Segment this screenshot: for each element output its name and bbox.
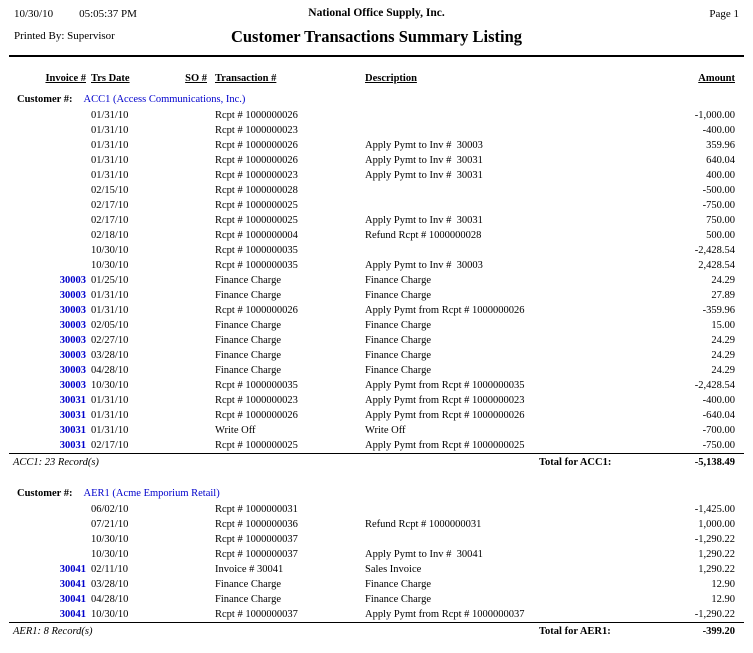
cell-date: 04/28/10 xyxy=(91,594,129,605)
cell-so xyxy=(181,592,213,607)
cell-description: Refund Rcpt # 1000000031 xyxy=(365,519,482,530)
cell-so xyxy=(181,183,213,198)
transaction-row xyxy=(9,258,744,273)
cell-so xyxy=(181,273,213,288)
transaction-row xyxy=(9,577,744,592)
transaction-row xyxy=(9,408,744,423)
cell-so xyxy=(181,517,213,532)
cell-transaction: Finance Charge xyxy=(215,290,281,301)
cell-date: 01/31/10 xyxy=(91,155,129,166)
transaction-row xyxy=(9,517,744,532)
cell-transaction: Rcpt # 1000000025 xyxy=(215,215,298,226)
cell-description: Finance Charge xyxy=(365,594,431,605)
cell-so xyxy=(181,562,213,577)
cell-transaction: Rcpt # 1000000026 xyxy=(215,410,298,421)
cell-invoice xyxy=(9,502,86,517)
cell-invoice-link[interactable]: 30031 xyxy=(59,410,86,421)
cell-date: 10/30/10 xyxy=(91,609,129,620)
cell-date: 03/28/10 xyxy=(91,350,129,361)
report-header-line1 xyxy=(9,6,744,22)
cell-description: Refund Rcpt # 1000000028 xyxy=(365,230,482,241)
cell-invoice-link[interactable]: 30003 xyxy=(59,380,86,391)
cell-date: 10/30/10 xyxy=(91,549,129,560)
cell-description xyxy=(363,108,539,123)
cell-date: 01/31/10 xyxy=(91,425,129,436)
cell-transaction: Rcpt # 1000000035 xyxy=(215,380,298,391)
cell-description xyxy=(363,183,539,198)
report-header-line2 xyxy=(9,22,744,52)
column-header-description xyxy=(363,71,539,89)
transaction-row xyxy=(9,168,744,183)
transaction-row xyxy=(9,607,744,623)
cell-amount: 12.90 xyxy=(711,594,735,605)
cell-transaction: Rcpt # 1000000037 xyxy=(215,549,298,560)
cell-so xyxy=(181,607,213,623)
cell-transaction: Finance Charge xyxy=(215,365,281,376)
cell-invoice xyxy=(9,213,86,228)
cell-so xyxy=(181,198,213,213)
cell-invoice-link[interactable]: 30003 xyxy=(59,320,86,331)
cell-transaction: Rcpt # 1000000026 xyxy=(215,155,298,166)
cell-description: Finance Charge xyxy=(365,275,431,286)
cell-date: 01/25/10 xyxy=(91,275,129,286)
transaction-row xyxy=(9,138,744,153)
cell-transaction: Rcpt # 1000000031 xyxy=(215,504,298,515)
column-header-transaction xyxy=(213,71,363,89)
cell-amount: -1,290.22 xyxy=(694,534,735,545)
spacer-cell xyxy=(9,471,744,483)
transaction-row xyxy=(9,318,744,333)
cell-date: 06/02/10 xyxy=(91,504,129,515)
cell-amount: 27.89 xyxy=(711,290,735,301)
customer-total-row xyxy=(9,623,744,641)
records-count: AER1: 8 Record(s) xyxy=(13,626,93,637)
column-so-label: SO # xyxy=(185,73,207,84)
cell-amount: -700.00 xyxy=(702,425,735,436)
cell-description: Finance Charge xyxy=(365,320,431,331)
cell-transaction: Rcpt # 1000000035 xyxy=(215,245,298,256)
print-time: 05:05:37 PM xyxy=(79,8,137,20)
customer-number-label: Customer #: xyxy=(17,488,73,499)
column-invoice-label: Invoice # xyxy=(45,73,86,84)
column-header-row xyxy=(9,71,744,89)
cell-date: 01/31/10 xyxy=(91,305,129,316)
total-amount: -399.20 xyxy=(702,626,735,637)
cell-invoice xyxy=(9,123,86,138)
transaction-row xyxy=(9,153,744,168)
cell-description xyxy=(363,198,539,213)
transaction-row xyxy=(9,438,744,454)
transaction-row xyxy=(9,213,744,228)
cell-amount: 24.29 xyxy=(711,365,735,376)
cell-transaction: Write Off xyxy=(215,425,256,436)
cell-so xyxy=(181,363,213,378)
cell-date: 10/30/10 xyxy=(91,245,129,256)
cell-amount: -2,428.54 xyxy=(694,380,735,391)
cell-transaction: Rcpt # 1000000028 xyxy=(215,185,298,196)
transaction-row xyxy=(9,273,744,288)
cell-transaction: Invoice # 30041 xyxy=(215,564,284,575)
total-for-label: Total for AER1: xyxy=(539,626,611,637)
cell-description: Apply Pymt from Rcpt # 1000000023 xyxy=(365,395,525,406)
cell-so xyxy=(181,288,213,303)
transaction-row xyxy=(9,562,744,577)
cell-transaction: Finance Charge xyxy=(215,579,281,590)
customer-group-header xyxy=(9,483,744,502)
transaction-row xyxy=(9,393,744,408)
cell-so xyxy=(181,138,213,153)
cell-transaction: Rcpt # 1000000023 xyxy=(215,395,298,406)
cell-so xyxy=(181,303,213,318)
page-number: Page 1 xyxy=(709,8,739,20)
cell-transaction: Rcpt # 1000000004 xyxy=(215,230,298,241)
cell-date: 02/11/10 xyxy=(91,564,128,575)
cell-so xyxy=(181,168,213,183)
cell-so xyxy=(181,258,213,273)
cell-description xyxy=(363,502,539,517)
cell-amount: 24.29 xyxy=(711,275,735,286)
cell-description: Apply Pymt from Rcpt # 1000000035 xyxy=(365,380,525,391)
cell-amount: -1,000.00 xyxy=(694,110,735,121)
cell-invoice-link[interactable]: 30041 xyxy=(59,609,86,620)
cell-invoice xyxy=(9,198,86,213)
cell-invoice xyxy=(9,243,86,258)
cell-invoice xyxy=(9,183,86,198)
records-count-cell xyxy=(9,454,539,472)
cell-amount: 500.00 xyxy=(706,230,735,241)
cell-description: Finance Charge xyxy=(365,290,431,301)
cell-amount: 24.29 xyxy=(711,350,735,361)
cell-description: Finance Charge xyxy=(365,335,431,346)
column-amount-label: Amount xyxy=(698,73,735,84)
cell-transaction: Rcpt # 1000000025 xyxy=(215,200,298,211)
cell-invoice-link[interactable]: 30041 xyxy=(59,579,86,590)
cell-amount: 1,290.22 xyxy=(698,549,735,560)
cell-amount: -640.04 xyxy=(702,410,735,421)
cell-date: 01/31/10 xyxy=(91,140,129,151)
customer-number-label: Customer #: xyxy=(17,94,73,105)
cell-transaction: Rcpt # 1000000025 xyxy=(215,440,298,451)
cell-date: 04/28/10 xyxy=(91,365,129,376)
cell-description: Apply Pymt to Inv # 30003 xyxy=(365,260,483,271)
cell-amount: 750.00 xyxy=(706,215,735,226)
cell-description: Finance Charge xyxy=(365,579,431,590)
cell-date: 10/30/10 xyxy=(91,534,129,545)
column-header-amount xyxy=(539,71,744,89)
cell-description: Sales Invoice xyxy=(365,564,422,575)
cell-invoice xyxy=(9,153,86,168)
company-name: National Office Supply, Inc. xyxy=(308,7,445,19)
total-for-label: Total for ACC1: xyxy=(539,457,612,468)
customer-group-cell xyxy=(9,89,744,108)
cell-invoice-link[interactable]: 30031 xyxy=(59,425,86,436)
cell-transaction: Rcpt # 1000000026 xyxy=(215,305,298,316)
cell-amount: -400.00 xyxy=(702,125,735,136)
cell-so xyxy=(181,153,213,168)
cell-transaction: Rcpt # 1000000023 xyxy=(215,125,298,136)
cell-description: Apply Pymt to Inv # 30031 xyxy=(365,215,483,226)
cell-so xyxy=(181,438,213,454)
cell-date: 01/31/10 xyxy=(91,410,129,421)
column-header-trs-date xyxy=(86,71,181,89)
cell-amount: 2,428.54 xyxy=(698,260,735,271)
cell-so xyxy=(181,393,213,408)
cell-date: 02/05/10 xyxy=(91,320,129,331)
transaction-row xyxy=(9,363,744,378)
cell-invoice-link[interactable]: 30003 xyxy=(59,350,86,361)
cell-amount: -500.00 xyxy=(702,185,735,196)
cell-transaction: Finance Charge xyxy=(215,350,281,361)
cell-description: Finance Charge xyxy=(365,350,431,361)
cell-date: 01/31/10 xyxy=(91,110,129,121)
cell-description: Apply Pymt to Inv # 30041 xyxy=(365,549,483,560)
cell-amount: -1,290.22 xyxy=(694,609,735,620)
cell-amount: -750.00 xyxy=(702,200,735,211)
total-content xyxy=(539,457,735,468)
cell-date: 02/15/10 xyxy=(91,185,129,196)
cell-description: Apply Pymt from Rcpt # 1000000037 xyxy=(365,609,525,620)
total-amount: -5,138.49 xyxy=(694,457,735,468)
cell-invoice-link[interactable]: 30003 xyxy=(59,275,86,286)
cell-amount: 24.29 xyxy=(711,335,735,346)
cell-so xyxy=(181,547,213,562)
cell-so xyxy=(181,123,213,138)
cell-amount: -2,428.54 xyxy=(694,245,735,256)
transaction-row xyxy=(9,333,744,348)
group-spacer xyxy=(9,471,744,483)
cell-transaction: Rcpt # 1000000037 xyxy=(215,534,298,545)
cell-invoice-link[interactable]: 30003 xyxy=(59,335,86,346)
column-description-label: Description xyxy=(365,73,417,84)
cell-date: 07/21/10 xyxy=(91,519,129,530)
transaction-row xyxy=(9,303,744,318)
cell-invoice xyxy=(9,138,86,153)
customer-name-link[interactable]: AER1 (Acme Emporium Retail) xyxy=(83,488,220,499)
cell-invoice-link[interactable]: 30003 xyxy=(59,290,86,301)
cell-so xyxy=(181,577,213,592)
transaction-row xyxy=(9,423,744,438)
cell-invoice xyxy=(9,258,86,273)
cell-amount: 400.00 xyxy=(706,170,735,181)
cell-transaction: Finance Charge xyxy=(215,594,281,605)
column-trs-date-label: Trs Date xyxy=(91,73,130,84)
cell-date: 02/17/10 xyxy=(91,215,129,226)
cell-date: 02/27/10 xyxy=(91,335,129,346)
customer-group-cell xyxy=(9,483,744,502)
transaction-row xyxy=(9,243,744,258)
transaction-row xyxy=(9,228,744,243)
cell-description: Apply Pymt to Inv # 30003 xyxy=(365,140,483,151)
cell-so xyxy=(181,213,213,228)
transaction-row xyxy=(9,108,744,123)
cell-description xyxy=(363,243,539,258)
cell-invoice xyxy=(9,532,86,547)
cell-amount: -1,425.00 xyxy=(694,504,735,515)
transaction-row xyxy=(9,348,744,363)
cell-transaction: Rcpt # 1000000023 xyxy=(215,170,298,181)
cell-invoice xyxy=(9,228,86,243)
customer-group-header xyxy=(9,89,744,108)
cell-invoice xyxy=(9,108,86,123)
cell-date: 10/30/10 xyxy=(91,380,129,391)
header-divider xyxy=(9,55,744,57)
cell-so xyxy=(181,378,213,393)
records-count-cell xyxy=(9,623,539,641)
cell-so xyxy=(181,502,213,517)
cell-amount: 15.00 xyxy=(711,320,735,331)
column-transaction-label: Transaction # xyxy=(215,73,277,84)
print-date: 10/30/10 xyxy=(14,8,54,20)
cell-description: Apply Pymt to Inv # 30031 xyxy=(365,170,483,181)
cell-so xyxy=(181,243,213,258)
cell-so xyxy=(181,532,213,547)
cell-transaction: Finance Charge xyxy=(215,320,281,331)
transaction-row xyxy=(9,123,744,138)
cell-date: 03/28/10 xyxy=(91,579,129,590)
column-header-so xyxy=(181,71,213,89)
cell-date: 01/31/10 xyxy=(91,125,129,136)
transaction-row xyxy=(9,502,744,517)
cell-transaction: Rcpt # 1000000026 xyxy=(215,110,298,121)
cell-amount: 1,000.00 xyxy=(698,519,735,530)
cell-transaction: Finance Charge xyxy=(215,275,281,286)
cell-transaction: Rcpt # 1000000036 xyxy=(215,519,298,530)
cell-description xyxy=(363,123,539,138)
cell-date: 02/17/10 xyxy=(91,440,129,451)
transactions-table xyxy=(9,71,744,640)
cell-date: 01/31/10 xyxy=(91,170,129,181)
cell-amount: 359.96 xyxy=(706,140,735,151)
cell-invoice-link[interactable]: 30041 xyxy=(59,564,86,575)
cell-so xyxy=(181,348,213,363)
cell-amount: 1,290.22 xyxy=(698,564,735,575)
cell-invoice-link[interactable]: 30041 xyxy=(59,594,86,605)
cell-amount: -359.96 xyxy=(702,305,735,316)
cell-date: 02/17/10 xyxy=(91,200,129,211)
cell-invoice-link[interactable]: 30031 xyxy=(59,440,86,451)
transaction-row xyxy=(9,592,744,607)
cell-so xyxy=(181,108,213,123)
cell-date: 10/30/10 xyxy=(91,260,129,271)
cell-amount: -400.00 xyxy=(702,395,735,406)
cell-date: 02/18/10 xyxy=(91,230,129,241)
customer-total-row xyxy=(9,454,744,472)
cell-transaction: Rcpt # 1000000035 xyxy=(215,260,298,271)
cell-date: 01/31/10 xyxy=(91,290,129,301)
cell-transaction: Rcpt # 1000000026 xyxy=(215,140,298,151)
printed-by-label: Printed By: Supervisor xyxy=(14,30,115,42)
records-count: ACC1: 23 Record(s) xyxy=(13,457,99,468)
customer-name-link[interactable]: ACC1 (Access Communications, Inc.) xyxy=(83,94,246,105)
total-content xyxy=(539,626,735,637)
column-header-invoice xyxy=(9,71,86,89)
cell-invoice-link[interactable]: 30031 xyxy=(59,395,86,406)
cell-so xyxy=(181,423,213,438)
transaction-row xyxy=(9,198,744,213)
cell-description xyxy=(363,532,539,547)
total-cell xyxy=(539,623,744,641)
cell-description: Apply Pymt from Rcpt # 1000000026 xyxy=(365,410,525,421)
cell-description: Write Off xyxy=(365,425,406,436)
report-title: Customer Transactions Summary Listing xyxy=(230,27,523,46)
transaction-row xyxy=(9,288,744,303)
cell-so xyxy=(181,318,213,333)
cell-transaction: Rcpt # 1000000037 xyxy=(215,609,298,620)
cell-invoice xyxy=(9,547,86,562)
cell-transaction: Finance Charge xyxy=(215,335,281,346)
cell-date: 01/31/10 xyxy=(91,395,129,406)
cell-amount: 12.90 xyxy=(711,579,735,590)
cell-description: Apply Pymt to Inv # 30031 xyxy=(365,155,483,166)
cell-invoice-link[interactable]: 30003 xyxy=(59,365,86,376)
transaction-row xyxy=(9,532,744,547)
cell-so xyxy=(181,408,213,423)
cell-amount: -750.00 xyxy=(702,440,735,451)
cell-description: Apply Pymt from Rcpt # 1000000025 xyxy=(365,440,525,451)
cell-invoice xyxy=(9,517,86,532)
cell-description: Apply Pymt from Rcpt # 1000000026 xyxy=(365,305,525,316)
cell-invoice xyxy=(9,168,86,183)
total-cell xyxy=(539,454,744,472)
cell-description: Finance Charge xyxy=(365,365,431,376)
transaction-row xyxy=(9,183,744,198)
transaction-row xyxy=(9,547,744,562)
cell-amount: 640.04 xyxy=(706,155,735,166)
cell-so xyxy=(181,333,213,348)
cell-invoice-link[interactable]: 30003 xyxy=(59,305,86,316)
cell-so xyxy=(181,228,213,243)
transaction-row xyxy=(9,378,744,393)
